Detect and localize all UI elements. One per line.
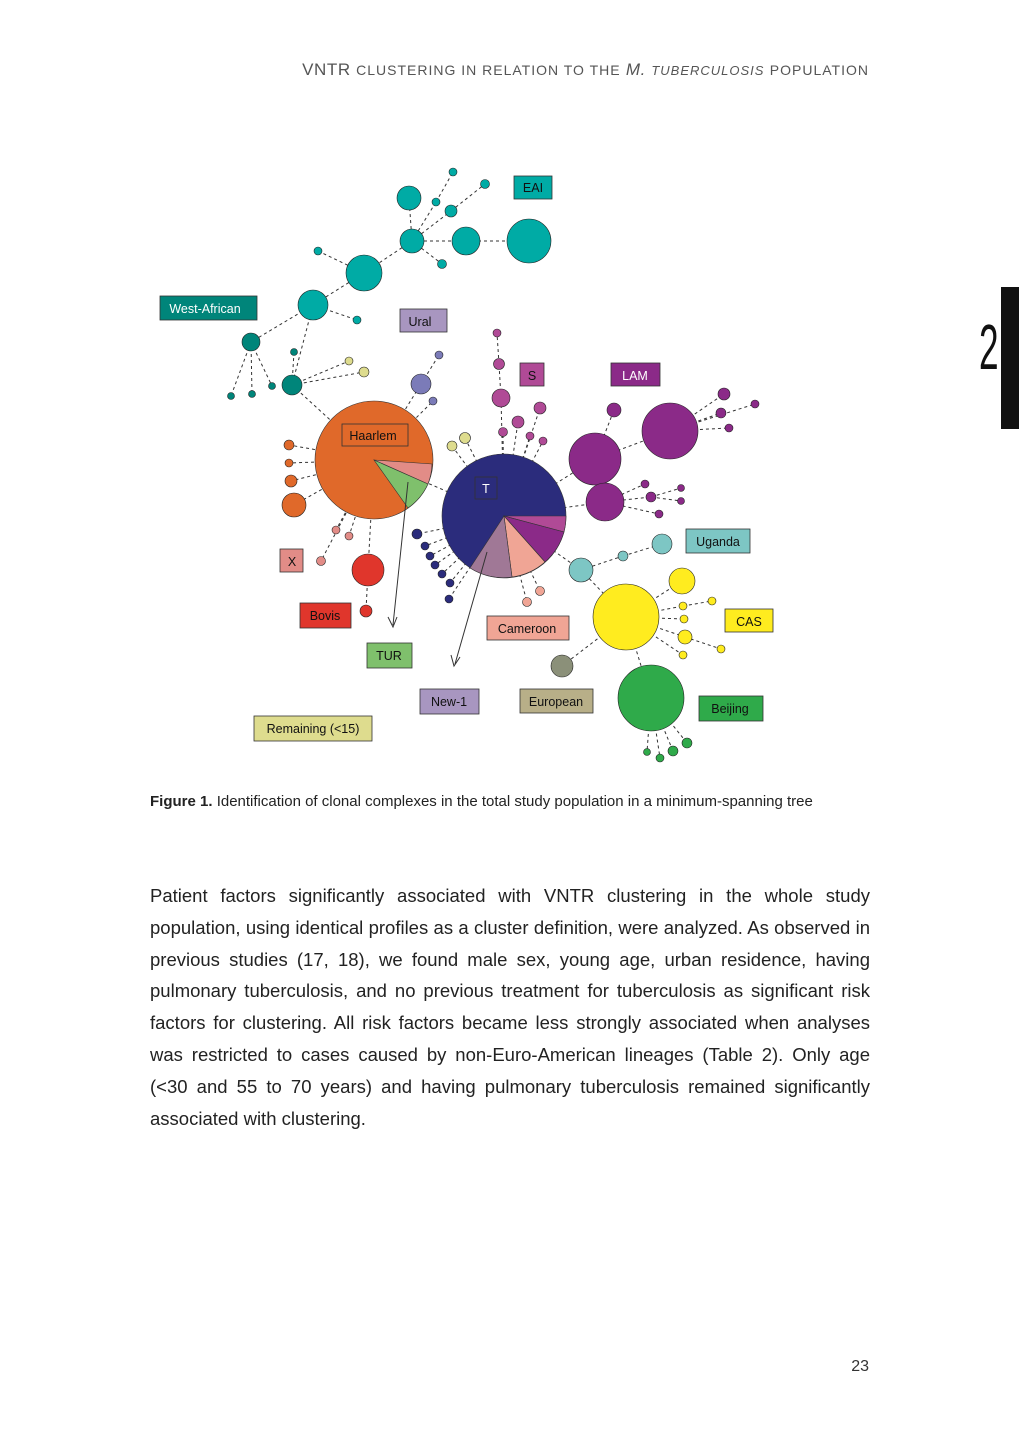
label-new1: New-1 (430, 695, 468, 709)
label-cameroon: Cameroon (497, 622, 557, 636)
label-s: S (527, 369, 537, 383)
running-header (302, 60, 869, 80)
figure-caption (150, 791, 870, 812)
header-italic-big: M. (625, 60, 646, 79)
label-x: X (287, 555, 297, 569)
label-european: European (528, 695, 584, 709)
label-t: T (482, 482, 490, 496)
chapter-number: 2 (979, 311, 999, 383)
label-bovis: Bovis (309, 609, 341, 623)
label-beijing: Beijing (711, 702, 749, 716)
chapter-tab (1001, 287, 1019, 429)
header-italic-small: TUBERCULOSIS (651, 63, 765, 78)
label-ural: Ural (408, 315, 432, 329)
header-prefix: VNTR (302, 60, 351, 79)
minimum-spanning-tree-figure (150, 160, 790, 770)
label-haarlem: Haarlem (349, 429, 397, 443)
caption-label: Figure 1. (150, 793, 213, 810)
label-west-african: West-African (169, 302, 241, 316)
header-part2: POPULATION (769, 62, 869, 78)
body-paragraph: Patient factors significantly associated with VNTR clustering in the whole study population, using identical profiles as a cluster definition, were analyzed. As observed in previous studies (17, 18), we found male sex, young age, urban residence, having pulmonary tuberculosis, and no previous treatment for tuberculosis as significant risk factors for clustering. All risk factors became less strongly associated when analyses was restricted to cases caused by non-Euro-American lineages (Table 2). Only age (<30 and 55 to 70 years) and having pulmonary tuberculosis remained significantly associated with clustering. (150, 885, 870, 1129)
label-uganda: Uganda (696, 535, 740, 549)
label-tur: TUR (376, 649, 402, 663)
t-pie (442, 454, 566, 578)
label-eai: EAI (522, 181, 544, 195)
caption-text: Identification of clonal complexes in the total study population in a minimum-spanning tree (216, 793, 813, 810)
header-part1: CLUSTERING IN RELATION TO THE (356, 62, 621, 78)
label-lam: LAM (622, 369, 648, 383)
haarlem-pie (315, 401, 433, 519)
label-remaining: Remaining (<15) (266, 722, 360, 736)
label-cas: CAS (736, 615, 762, 629)
page-number: 23 (851, 1358, 869, 1375)
